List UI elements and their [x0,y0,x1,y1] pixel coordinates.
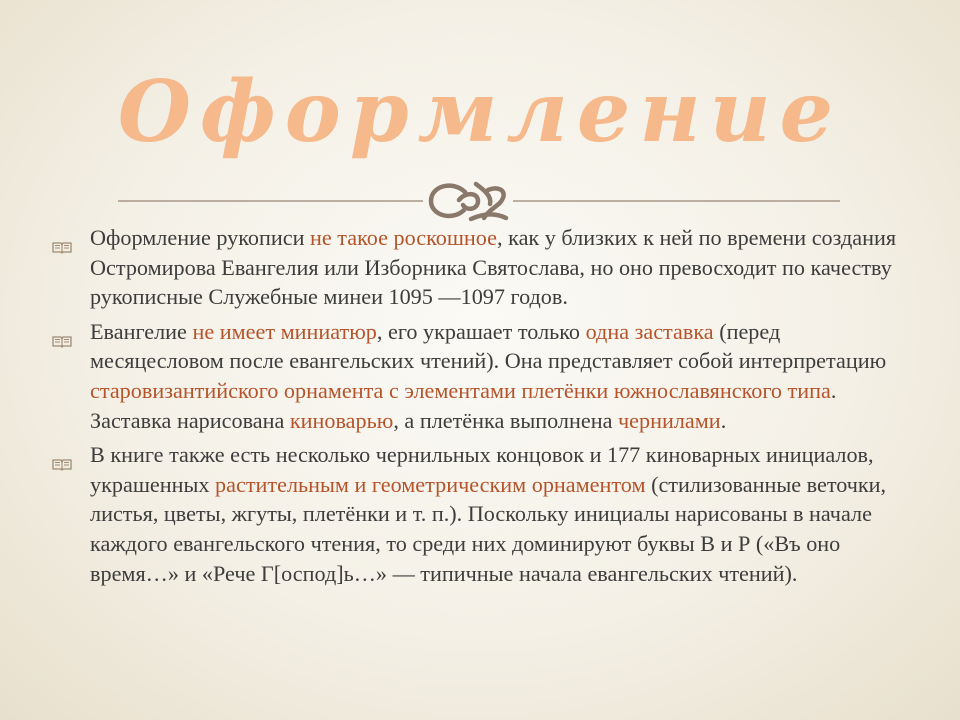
text-segment: , а плетёнка выполнена [393,407,618,433]
highlighted-term: киноварью [289,407,394,433]
book-bullet-icon [52,223,90,312]
bullet-item [52,440,912,588]
bullet-list [52,223,912,593]
highlighted-term: одна заставка [585,318,714,344]
bullet-text [90,317,912,435]
text-segment: В книге также есть несколько чернильных концовок и 177 киноварных инициалов, украшенных [90,442,874,497]
text-segment: Оформление рукописи [90,225,311,250]
bullet-item [52,223,912,312]
text-segment: (перед месяцесловом после евангельских чтений). Она представляет собой интерпретацию [90,318,887,374]
slide-title: Оформление [117,62,843,161]
book-bullet-icon [52,440,90,588]
flourish-ornament-icon [431,184,506,219]
text-segment: . Заставка нарисована [90,377,837,433]
text-segment: , как у близких к ней по времени создания Остромирова Евангелия или Изборника Святослава, но оно превосходит по качеству рукописные Служебные минеи 1095 —1097 годов. [90,225,897,310]
highlighted-term: растительным и геометрическим орнаментом [215,471,646,497]
text-segment: Евангелие [90,318,193,344]
highlighted-term: не такое роскошное [310,225,498,250]
title-divider [118,178,840,222]
bullet-text [90,440,912,588]
highlighted-term: не имеет миниатюр [192,318,377,344]
text-segment: (стилизованные веточки, листья, цветы, жгуты, плетёнки и т. п.). Поскольку инициалы нарисованы в начале каждого евангельского чтения, то среди них доминируют буквы В и Р («Въ оно время…» и «Рече Г[оспод]ь…» — типичные начала евангельских чтений). [90,471,887,586]
bullet-item [52,317,912,435]
highlighted-term: чернилами [618,407,721,433]
text-segment: . [720,407,727,433]
book-bullet-icon [52,317,90,435]
bullet-text [90,223,912,312]
text-segment: , его украшает только [376,318,586,344]
highlighted-term: старовизантийского орнамента с элементами плетёнки южнославянского типа [90,377,831,403]
